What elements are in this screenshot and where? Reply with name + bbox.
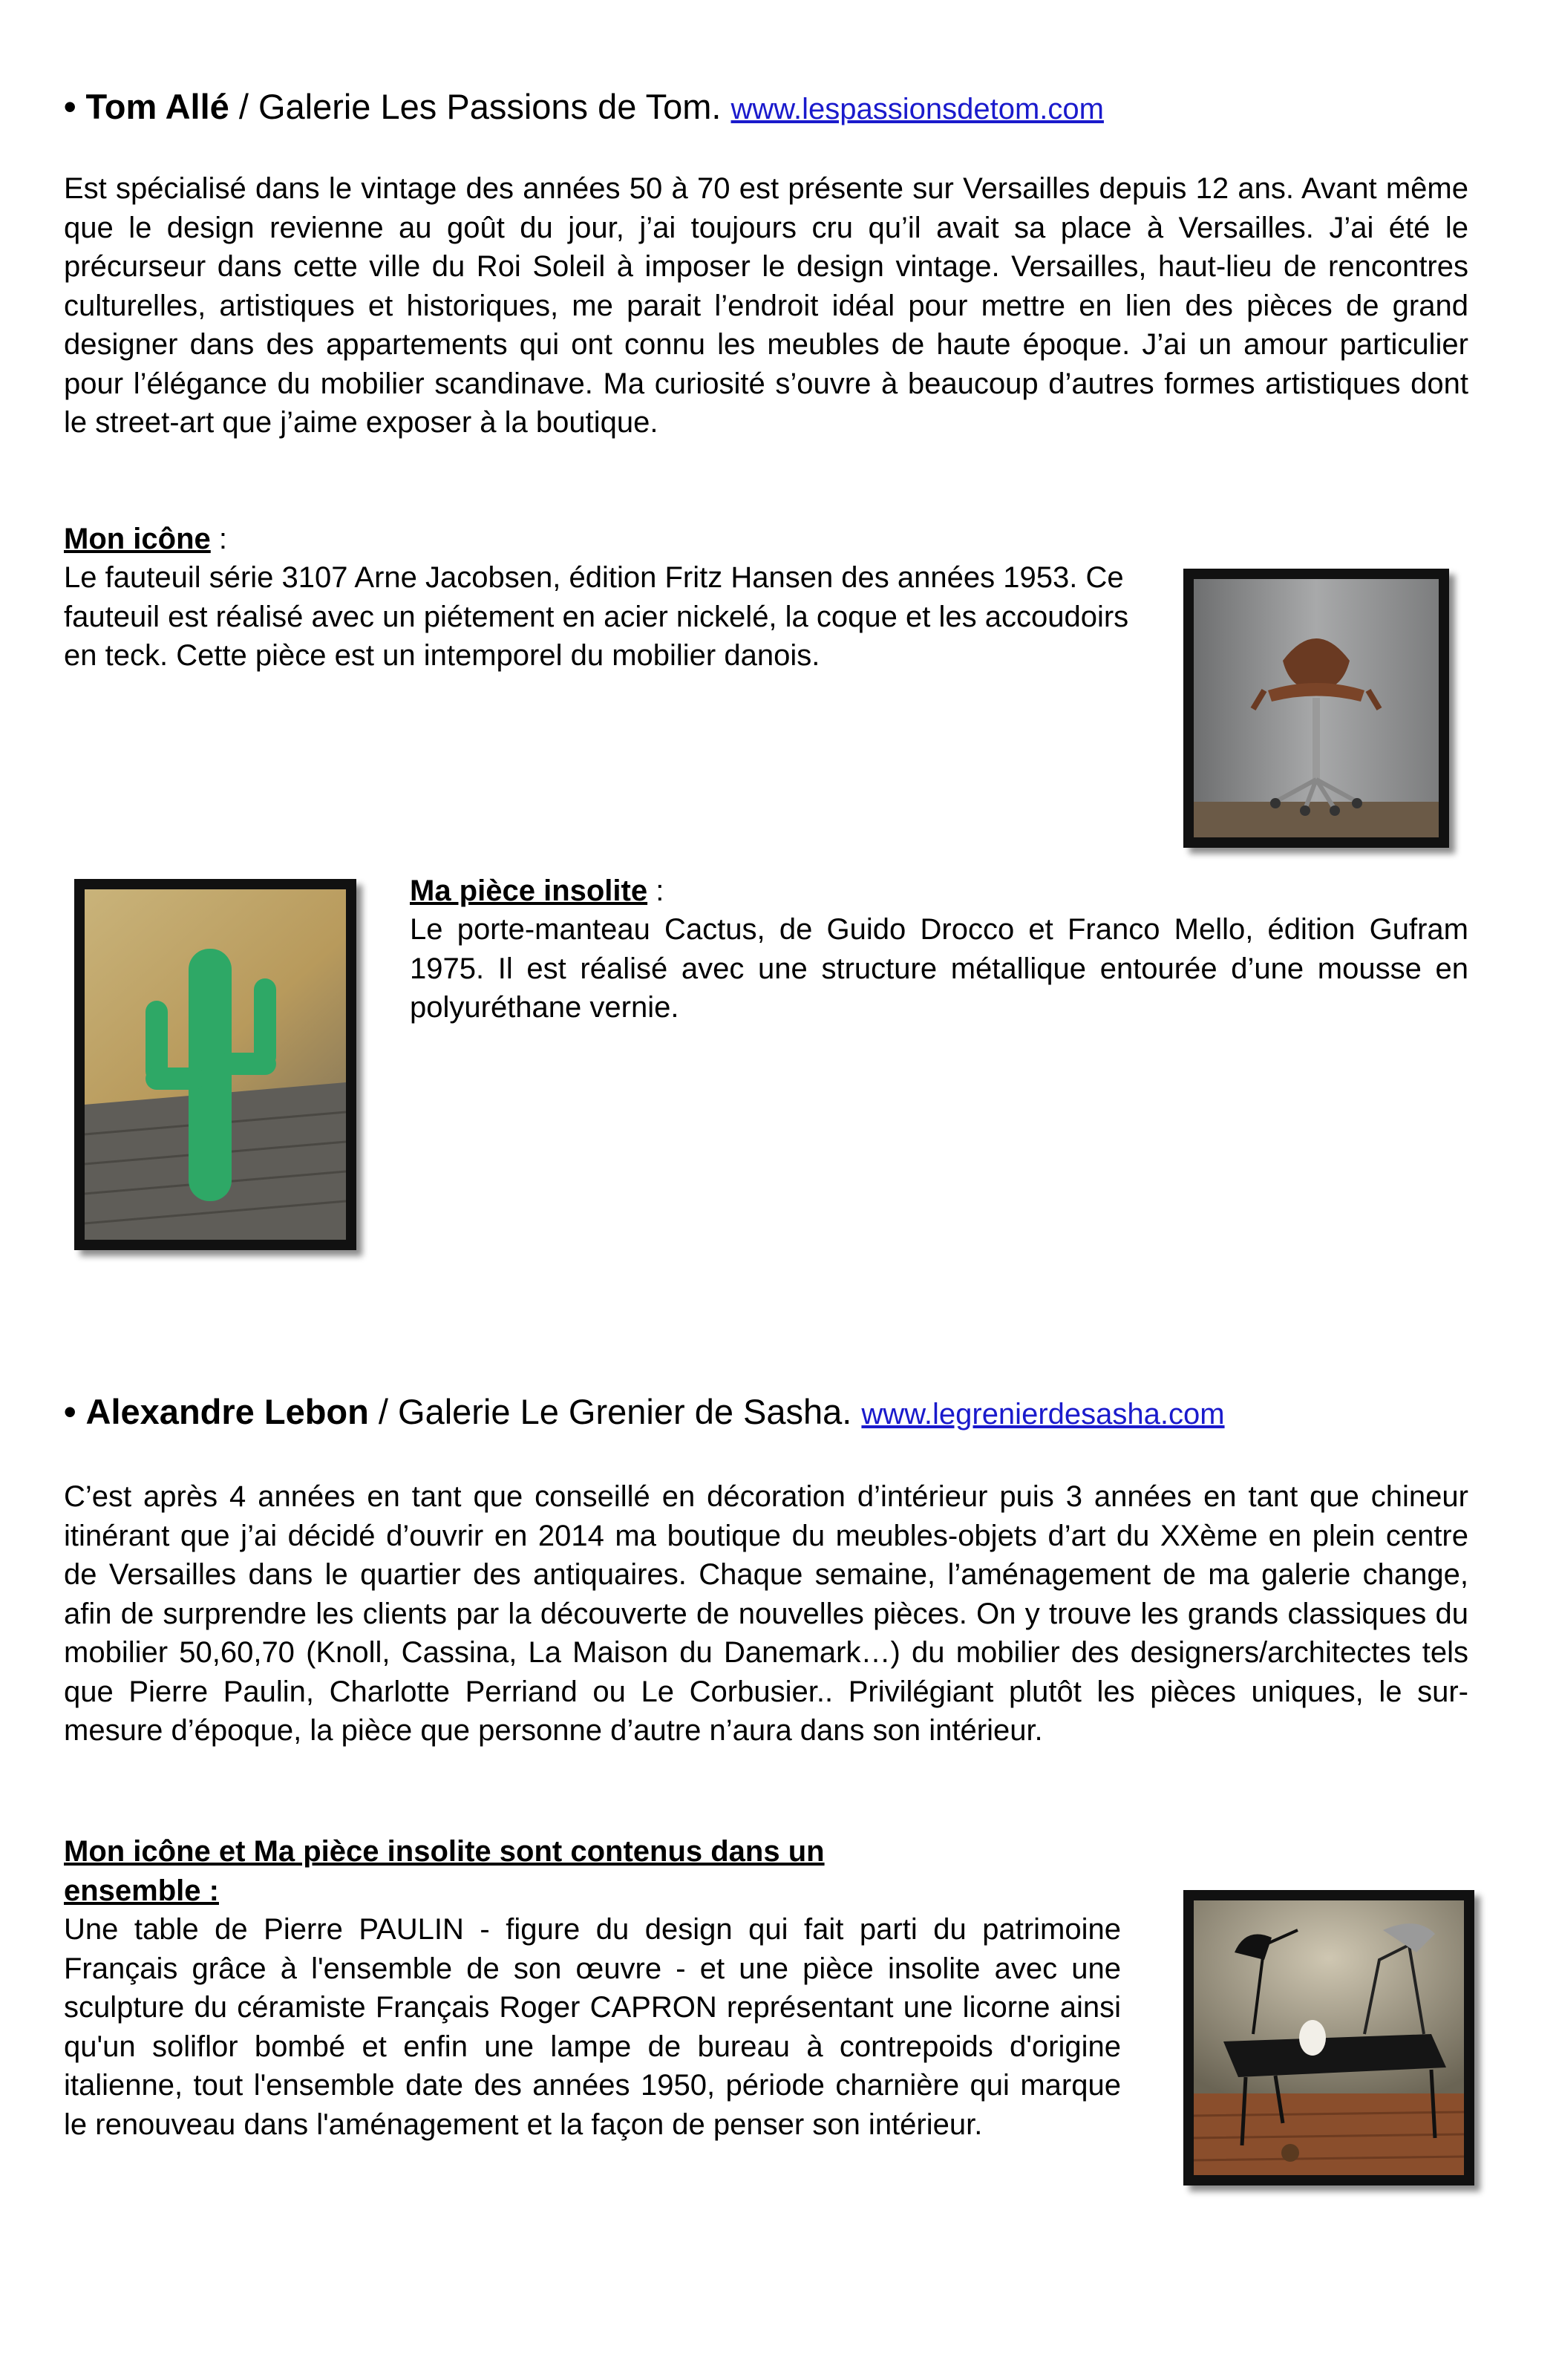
section2-heading (64, 1391, 1225, 1435)
ensemble-photo (1183, 1890, 1474, 2186)
cactus-image (85, 889, 346, 1240)
bullet: • (64, 87, 76, 126)
gallery-link[interactable]: www.lespassionsdetom.com (730, 93, 1104, 125)
chair-image (1194, 579, 1439, 837)
ensemble-description: Une table de Pierre PAULIN - figure du design qui fait parti du patrimoine Français grâce à l'ensemble de son œuvre - et une pièce insolite avec une sculpture du céramiste Français Roger CAPRON représentant une licorne ainsi qu'un soliflor bombé et enfin une lampe de bureau à contrepoids d'origine italienne, tout l'ensemble date des années 1950, période charnière qui marque le renouveau dans l'aménagement et la façon de penser son intérieur. (64, 1913, 1121, 2141)
dealer-description: Est spécialisé dans le vintage des années 50 à 70 est présente sur Versailles depuis 12 ans. Avant même que le design revienne au goût du jour, j’ai toujours cru qu’il avait sa place à Versailles. J’ai été le précurseur dans cette ville du Roi Soleil à imposer le design vintage. Versailles, haut-lieu de rencontres culturelles, artistiques et historiques, me parait l’endroit idéal pour mettre en lien des pièces de grand designer dans des appartements qui ont connu les meubles de haute époque. J’ai un amour particulier pour l’élégance du mobilier scandinave. Ma curiosité s’ouvre à beaucoup d’autres formes artistiques dont le street-art que j’aime exposer à la boutique. (64, 172, 1468, 439)
ensemble-heading-line (64, 1832, 955, 1910)
dealer-description: C’est après 4 années en tant que conseillé en décoration d’intérieur puis 3 années en tant que chineur itinérant que j’ai décidé d’ouvrir en 2014 ma boutique du meubles-objets d’art du XXème en plein centre de Versailles dans le quartier des antiquaires. Chaque semaine, l’aménagement de ma galerie change, afin de surprendre les clients par la découverte de nouvelles pièces. On y trouve les grands classiques du mobilier 50,60,70 (Knoll, Cassina, La Maison du Danemark…) du mobilier des designers/architectes tels que Pierre Paulin, Charlotte Perriand ou Le Corbusier.. Privilégiant plutôt les pièces uniques, le sur-mesure d’époque, la pièce que personne d’autre n’aura dans son intérieur. (64, 1480, 1468, 1747)
gallery-link[interactable]: www.legrenierdesasha.com (861, 1398, 1225, 1431)
gallery-name: / Galerie Les Passions de Tom. (229, 87, 731, 126)
icon-heading: Mon icône (64, 523, 211, 555)
cactus-photo (74, 879, 356, 1250)
icon-description: Le fauteuil série 3107 Arne Jacobsen, édition Fritz Hansen des années 1953. Ce fauteuil est réalisé avec un piétement en acier nickelé, la coque et les accoudoirs en teck. Cette pièce est un intemporel du mobilier danois. (64, 561, 1129, 672)
section1-heading (64, 86, 1104, 130)
bullet: • (64, 1392, 76, 1431)
dealer-name: Tom Allé (85, 87, 229, 126)
ensemble-heading: Mon icône et Ma pièce insolite sont contenus dans un ensemble : (64, 1835, 825, 1907)
chair-photo (1183, 569, 1449, 848)
ensemble-image (1194, 1900, 1464, 2175)
gallery-name: / Galerie Le Grenier de Sasha. (368, 1392, 862, 1431)
icon-heading-line (64, 520, 1148, 559)
insolite-heading: Ma pièce insolite (410, 874, 648, 907)
insolite-description: Le porte-manteau Cactus, de Guido Drocco et Franco Mello, édition Gufram 1975. Il est réalisé avec une structure métallique entourée d’une mousse en polyuréthane vernie. (410, 913, 1468, 1024)
dealer-name: Alexandre Lebon (85, 1392, 369, 1431)
insolite-heading-line (410, 872, 1468, 911)
icon-heading-suffix: : (210, 523, 228, 555)
insolite-heading-suffix: : (647, 874, 664, 907)
